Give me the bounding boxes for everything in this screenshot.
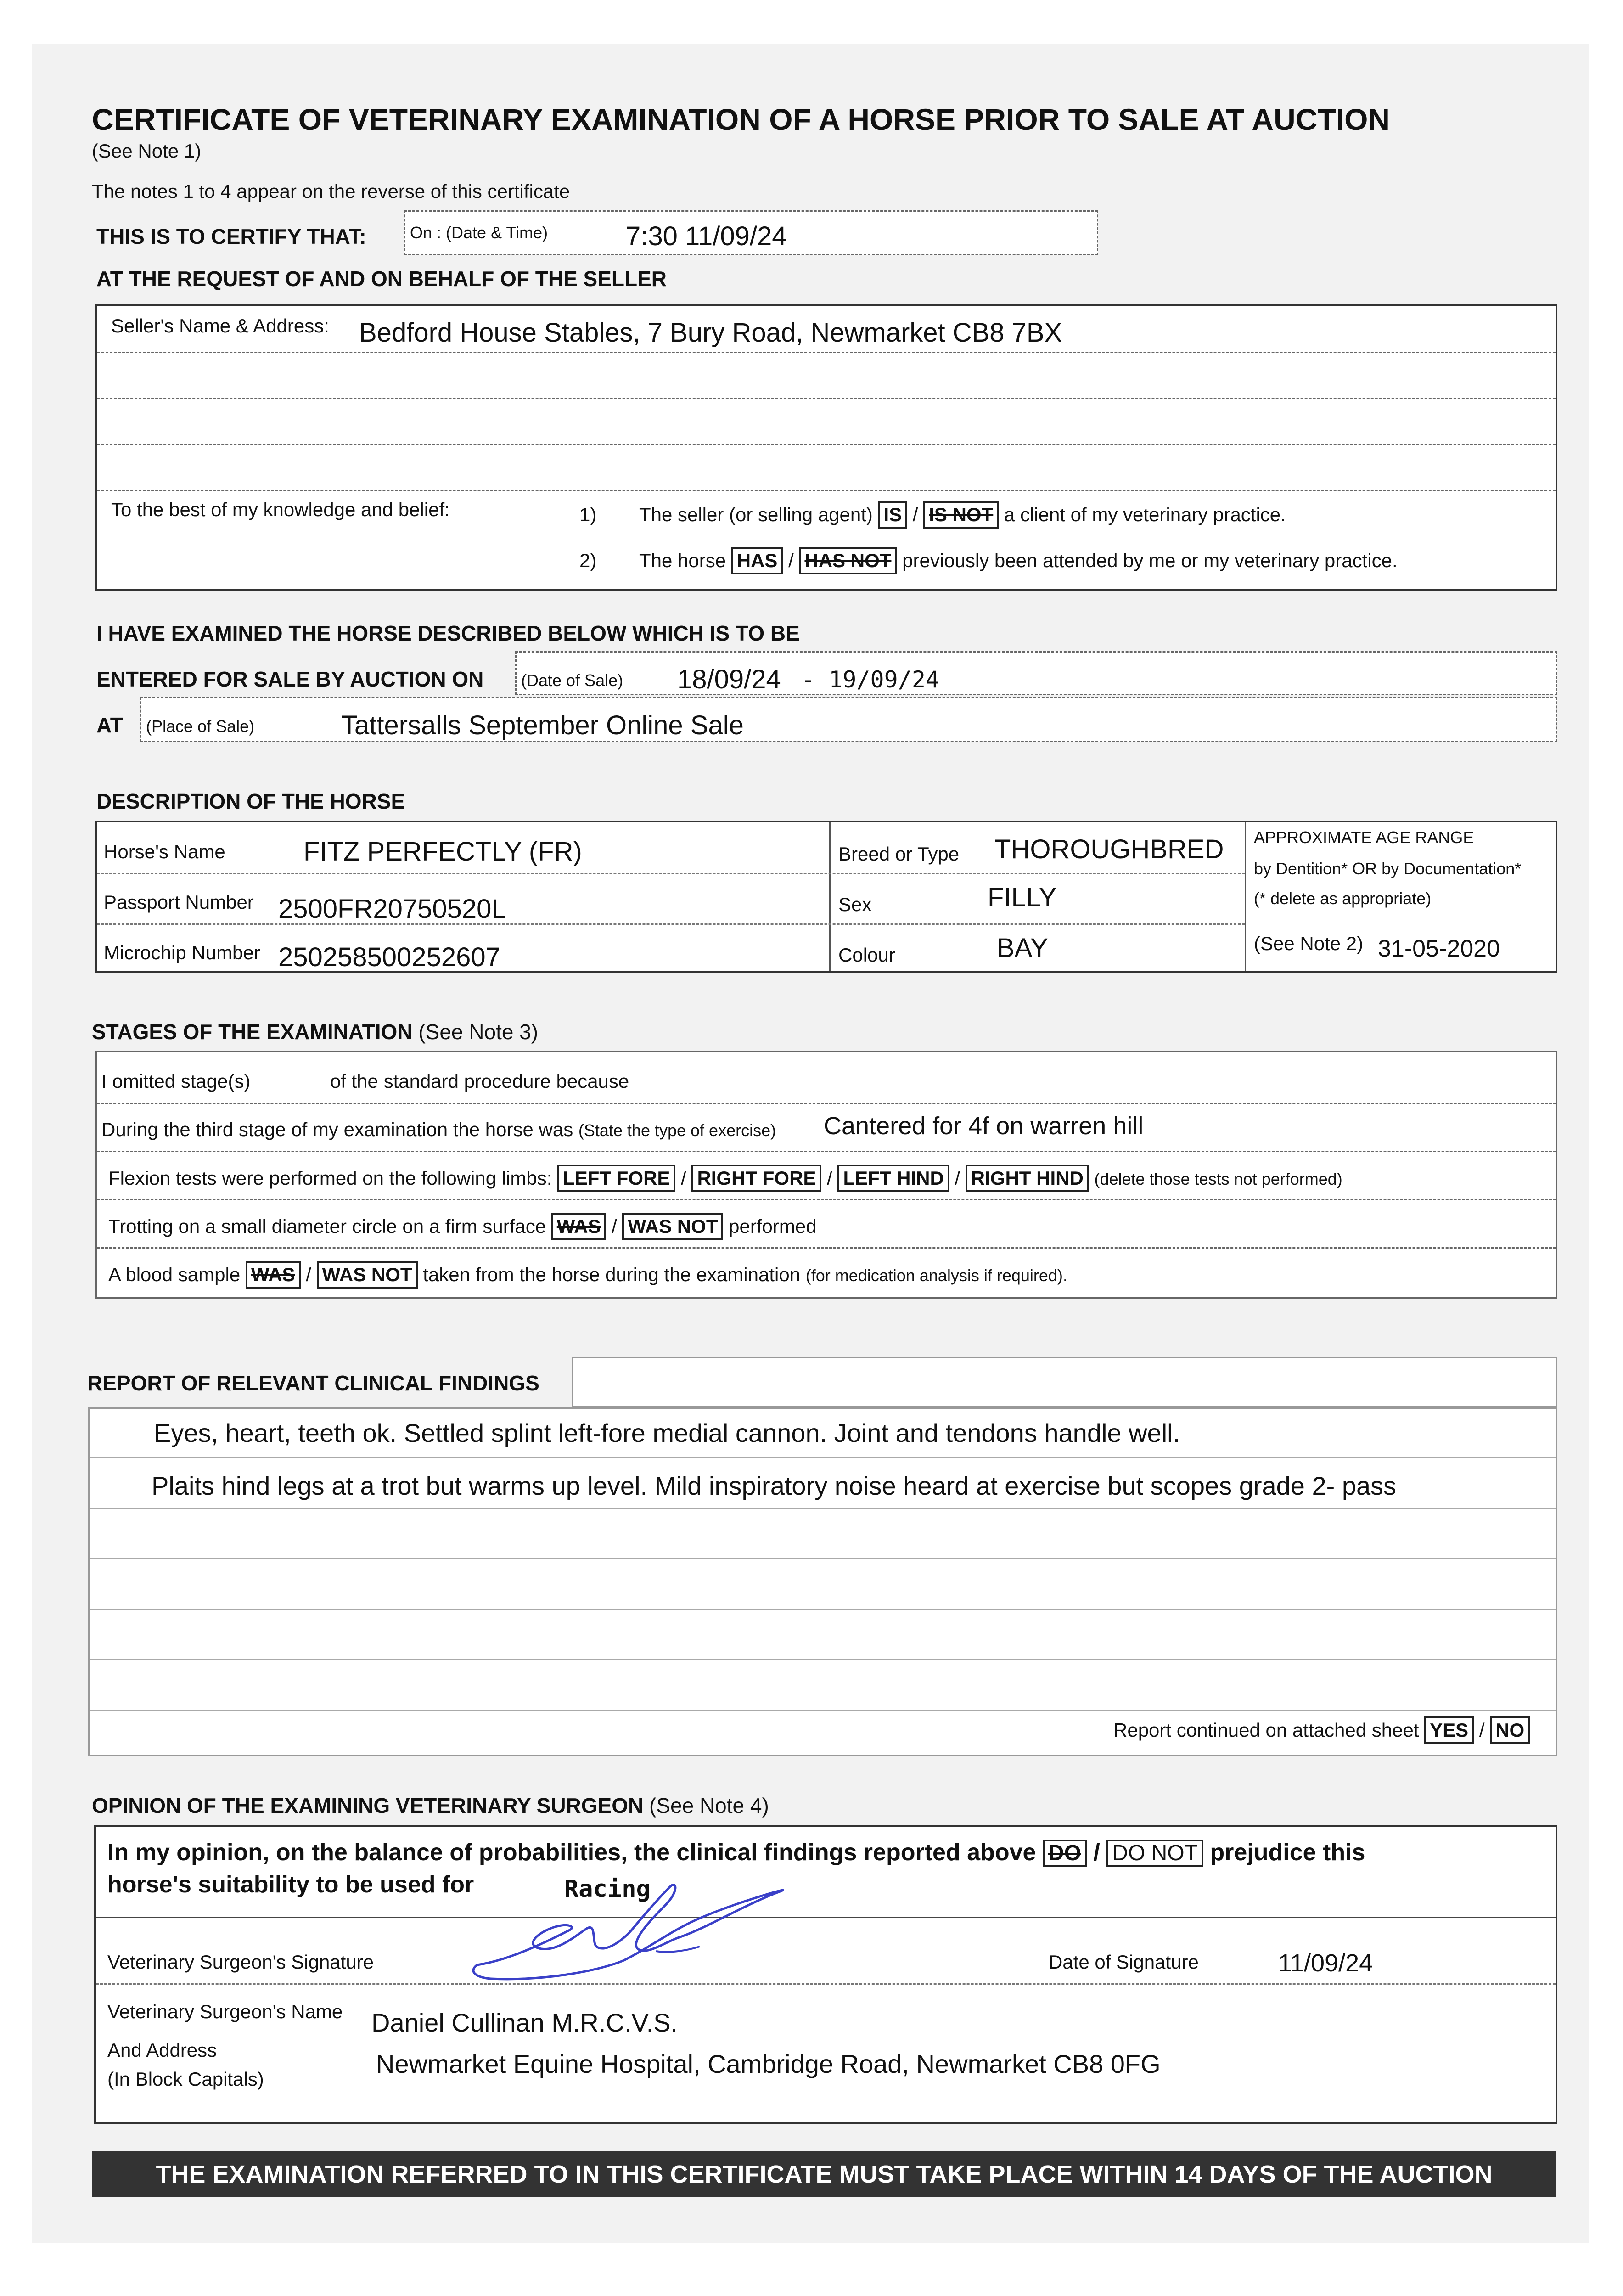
horse-col-divider-2 (1245, 822, 1246, 971)
certify-label: THIS IS TO CERTIFY THAT: (96, 225, 366, 248)
statement-2-num: 2) (579, 550, 597, 571)
slash: / (912, 504, 918, 525)
title-note: (See Note 1) (92, 140, 202, 162)
opinion-heading-text: OPINION OF THE EXAMINING VETERINARY SURGEON (92, 1794, 644, 1818)
seller-line-3 (97, 444, 1556, 445)
do-option[interactable]: DO (1043, 1840, 1087, 1867)
on-date-field[interactable] (404, 210, 1098, 255)
slash: / (681, 1167, 686, 1189)
knowledge-label: To the best of my knowledge and belief: (111, 499, 450, 520)
blood-small: (for medication analysis if required). (805, 1266, 1067, 1285)
slash: / (1479, 1719, 1485, 1741)
slash: / (306, 1264, 311, 1285)
report-continued-label: Report continued on attached sheet (1113, 1719, 1419, 1741)
seller-line-2 (97, 398, 1556, 399)
right-fore-option[interactable]: RIGHT FORE (691, 1165, 821, 1192)
slash: / (827, 1167, 832, 1189)
statement-1-text: The seller (or selling agent) (639, 504, 873, 525)
trotting-tail: performed (729, 1216, 817, 1237)
report-continued (1113, 1716, 1530, 1744)
age-title: APPROXIMATE AGE RANGE (1254, 828, 1474, 847)
flexion-line (108, 1165, 1342, 1192)
signature-date-value[interactable]: 11/09/24 (1278, 1949, 1373, 1977)
horse-row-line-1 (97, 873, 1245, 874)
yes-option[interactable]: YES (1424, 1716, 1474, 1744)
trot-was-not-option[interactable]: WAS NOT (622, 1213, 723, 1240)
microchip-label: Microchip Number (104, 942, 260, 963)
sex-value[interactable]: FILLY (988, 883, 1057, 912)
seller-value[interactable]: Bedford House Stables, 7 Bury Road, Newmarket CB8 7BX (359, 318, 1062, 348)
surgeon-name-label: Veterinary Surgeon's Name (107, 2001, 343, 2022)
breed-value[interactable]: THOROUGHBRED (994, 834, 1224, 864)
surgeon-name-value[interactable]: Daniel Cullinan M.R.C.V.S. (371, 2008, 678, 2037)
statement-2 (579, 547, 1398, 574)
passport-value[interactable]: 2500FR20750520L (278, 894, 506, 924)
examined-heading: I HAVE EXAMINED THE HORSE DESCRIBED BELOW WHICH IS TO BE (96, 621, 800, 645)
seller-line-4 (97, 490, 1556, 491)
horse-name-value[interactable]: FITZ PERFECTLY (FR) (303, 837, 582, 867)
report-finding-1[interactable]: Eyes, heart, teeth ok. Settled splint left-fore medial cannon. Joint and tendons handle well. (154, 1418, 1180, 1447)
trotting-label: Trotting on a small diameter circle on a firm surface (108, 1216, 546, 1237)
sale-date-extra: - 19/09/24 (801, 666, 940, 693)
blood-was-not-option[interactable]: WAS NOT (317, 1261, 418, 1289)
is-option[interactable]: IS (878, 501, 908, 529)
blood-tail: taken from the horse during the examination (423, 1264, 801, 1285)
horse-table (95, 821, 1557, 973)
entered-heading: ENTERED FOR SALE BY AUCTION ON (96, 667, 484, 691)
opinion-text-b: prejudice this (1210, 1839, 1365, 1866)
third-stage-line (101, 1119, 776, 1141)
request-heading: AT THE REQUEST OF AND ON BEHALF OF THE SELLER (96, 267, 667, 291)
right-hind-option[interactable]: RIGHT HIND (966, 1165, 1089, 1192)
slash: / (955, 1167, 960, 1189)
stages-line-1 (97, 1103, 1556, 1104)
microchip-value[interactable]: 250258500252607 (278, 942, 500, 972)
blood-line (108, 1261, 1067, 1289)
sale-date-label: (Date of Sale) (521, 671, 623, 690)
slash: / (612, 1216, 617, 1237)
horse-heading: DESCRIPTION OF THE HORSE (96, 789, 405, 813)
horse-row-line-2 (97, 923, 1245, 925)
statement-1-num: 1) (579, 504, 597, 525)
flexion-label: Flexion tests were performed on the following limbs: (108, 1167, 552, 1189)
at-label: AT (96, 713, 123, 737)
signature-label: Veterinary Surgeon's Signature (107, 1951, 374, 1973)
breed-label: Breed or Type (838, 843, 960, 865)
footer-banner: THE EXAMINATION REFERRED TO IN THIS CERTIFICATE MUST TAKE PLACE WITHIN 14 DAYS OF THE AUCTION (92, 2151, 1556, 2197)
opinion-heading (92, 1793, 769, 1818)
age-note: (See Note 2) (1254, 933, 1364, 954)
purpose-value[interactable]: Racing (564, 1875, 651, 1903)
trot-was-option[interactable]: WAS (551, 1213, 607, 1240)
trotting-line (108, 1213, 817, 1240)
sex-label: Sex (838, 894, 872, 915)
on-date-label: On : (Date & Time) (410, 223, 548, 242)
report-line-5 (90, 1659, 1556, 1660)
report-finding-2[interactable]: Plaits hind legs at a trot but warms up level. Mild inspiratory noise heard at exercise but scopes grade 2- pass (152, 1471, 1397, 1500)
sale-date-value: 18/09/24 (677, 664, 781, 694)
omitted-b: of the standard procedure because (330, 1070, 629, 1092)
stages-line-3 (97, 1199, 1556, 1200)
seller-label: Seller's Name & Address: (111, 315, 329, 337)
sale-place-label: (Place of Sale) (146, 717, 255, 736)
report-line-1 (90, 1457, 1556, 1458)
sale-place-value: Tattersalls September Online Sale (341, 710, 744, 740)
signature-flourish (656, 1947, 700, 1952)
left-fore-option[interactable]: LEFT FORE (557, 1165, 675, 1192)
blood-label: A blood sample (108, 1264, 241, 1285)
third-stage-label: During the third stage of my examination the horse was (101, 1119, 573, 1140)
report-line-4 (90, 1609, 1556, 1610)
stages-block (95, 1051, 1557, 1299)
report-line-2 (90, 1508, 1556, 1509)
age-value[interactable]: 31-05-2020 (1378, 935, 1500, 962)
seller-line-1 (97, 352, 1556, 353)
report-heading: REPORT OF RELEVANT CLINICAL FINDINGS (87, 1371, 539, 1395)
notes-line: The notes 1 to 4 appear on the reverse of this certificate (92, 180, 570, 202)
stages-heading (92, 1019, 538, 1044)
signature-image (449, 1873, 826, 1992)
stages-note: (See Note 3) (418, 1020, 539, 1044)
report-block (88, 1407, 1557, 1756)
opinion-text-line (107, 1839, 1365, 1867)
certificate-title: CERTIFICATE OF VETERINARY EXAMINATION OF A HORSE PRIOR TO SALE AT AUCTION (92, 102, 1390, 136)
no-option[interactable]: NO (1490, 1716, 1530, 1744)
slash: / (1093, 1839, 1100, 1866)
statement-1-tail: a client of my veterinary practice. (1004, 504, 1286, 525)
opinion-note: (See Note 4) (649, 1794, 769, 1818)
third-stage-value[interactable]: Cantered for 4f on warren hill (824, 1112, 1144, 1140)
opinion-text-a: In my opinion, on the balance of probabilities, the clinical findings reported above (107, 1839, 1036, 1866)
statement-2-text: The horse (639, 550, 726, 571)
statement-1 (579, 501, 1286, 529)
is-not-option[interactable]: IS NOT (923, 501, 999, 529)
omitted-a: I omitted stage(s) (101, 1070, 251, 1092)
report-line-3 (90, 1558, 1556, 1559)
passport-label: Passport Number (104, 891, 254, 913)
colour-label: Colour (838, 944, 895, 966)
has-not-option[interactable]: HAS NOT (799, 547, 897, 574)
flexion-tail: (delete those tests not performed) (1094, 1170, 1342, 1188)
surgeon-address-value[interactable]: Newmarket Equine Hospital, Cambridge Road, Newmarket CB8 0FG (376, 2049, 1161, 2078)
signature-stroke (473, 1885, 783, 1979)
opinion-block (94, 1825, 1557, 2124)
sale-place-field[interactable] (140, 697, 1557, 742)
age-by: by Dentition* OR by Documentation* (1254, 859, 1522, 878)
opinion-text-c: horse's suitability to be used for (107, 1871, 474, 1898)
has-option[interactable]: HAS (731, 547, 783, 574)
stages-line-2 (97, 1151, 1556, 1152)
stages-line-4 (97, 1247, 1556, 1249)
horse-name-label: Horse's Name (104, 841, 225, 862)
signature-date-label: Date of Signature (1049, 1951, 1199, 1973)
on-date-value: 7:30 11/09/24 (626, 221, 787, 251)
blood-was-option[interactable]: WAS (246, 1261, 301, 1289)
left-hind-option[interactable]: LEFT HIND (837, 1165, 949, 1192)
omitted-line (101, 1070, 629, 1092)
report-line-6 (90, 1710, 1556, 1711)
seller-block (95, 304, 1557, 591)
statement-2-tail: previously been attended by me or my veterinary practice. (902, 550, 1398, 571)
third-stage-small: (State the type of exercise) (578, 1121, 776, 1140)
block-capitals-label: (In Block Capitals) (107, 2068, 264, 2090)
report-heading-box (572, 1357, 1557, 1407)
colour-value[interactable]: BAY (997, 933, 1048, 963)
slash: / (788, 550, 794, 571)
surgeon-address-label: And Address (107, 2039, 217, 2061)
age-delete: (* delete as appropriate) (1254, 889, 1432, 908)
horse-col-divider-1 (829, 822, 831, 971)
sale-date-field[interactable] (515, 651, 1557, 695)
stages-heading-text: STAGES OF THE EXAMINATION (92, 1020, 413, 1044)
do-not-option[interactable]: DO NOT (1106, 1840, 1203, 1867)
